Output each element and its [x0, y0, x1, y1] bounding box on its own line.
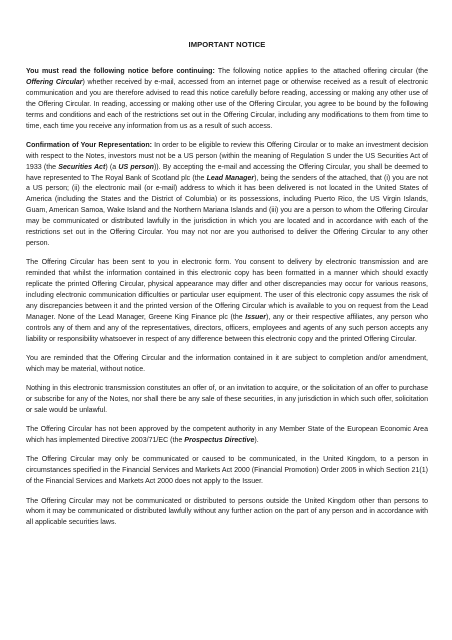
- document-page: [26, 40, 428, 538]
- document-body: [26, 67, 428, 529]
- paragraph-text: ), being the senders of the attached, that (i) you are not a US person; (ii) the electronic mail (or e-mail) address to which it has been delivered is not located in the United States of America (including the States and the District of Columbia) or its possessions, including Puerto Rico, the US Virgin Islands, Guam, American Samoa, Wake Island and the Northern Mariana Islands and (iii) you are a person to whom the Offering Circular may be communicated or distributed lawfully in the jurisdiction in which you are located and in accordance with each of the restrictions set out in the Offering Circular. You may not nor are you authorised to deliver the Offering Circular to any other person.: [26, 174, 428, 247]
- paragraph-text: You are reminded that the Offering Circular and the information contained in it are subject to completion and/or amendment, which may be material, without notice.: [26, 354, 428, 373]
- notice-paragraph: [26, 425, 428, 447]
- paragraph-text: ).: [254, 437, 259, 445]
- paragraph-text: The Offering Circular has been sent to you in electronic form. You consent to delivery by electronic transmission and are reminded that whilst the information contained in this electronic copy has been formatted in a manner which should exactly replicate the printed Offering Circular, physical appearance may differ and other discrepancies may occur for various reasons, including electronic communication difficulties or particular user equipment. The user of this electronic copy assumes the risk of any discrepancies between it and the printed version of the Offering Circular which is available to you on request from the Lead Manager. None of the Lead Manager, Greene King Finance plc (the: [26, 259, 428, 321]
- notice-paragraph: [26, 258, 428, 345]
- paragraph-text: In order to be eligible to review this Offering Circular or to make an investment decision with respect to the Notes, investors must not be a US person (within the meaning of Regulation S under the US Securities Act of 1933 (the: [26, 141, 428, 171]
- paragraph-text: ), any or their respective affiliates, any person who controls any of them and any of the representatives, directors, officers, employees and agents of any such person accepts any liability or responsibility whatsoever in respect of any difference between this electronic copy and the printed Offering Circular.: [26, 313, 428, 343]
- defined-term: Issuer: [245, 313, 267, 321]
- paragraph-lead-heading: You must read the following notice before continuing:: [26, 68, 215, 75]
- paragraph-text: The following notice applies to the attached offering circular (the: [214, 68, 428, 75]
- defined-term: Offering Circular: [26, 78, 83, 86]
- notice-paragraph: [26, 455, 428, 488]
- paragraph-text: ) whether received by e-mail, accessed from an internet page or otherwise received as a result of electronic communication and you are therefore advised to read this notice carefully before reading, accessing or making any other use of the Offering Circular. In reading, accessing or making other use of the Offering Circular, you agree to be bound by the following terms and conditions and each of the restrictions set out in the Offering Circular, including any modifications to them from time to time, each time you receive any information from us as a result of such access.: [26, 78, 428, 130]
- defined-term: US person: [118, 163, 154, 171]
- paragraph-text: )). By accepting the e-mail and accessing the Offering Circular, you shall be deemed to have represented to The Royal Bank of Scotland plc (the: [26, 163, 428, 182]
- notice-paragraph: [26, 354, 428, 376]
- defined-term: Securities Act: [58, 163, 106, 171]
- notice-paragraph: [26, 141, 428, 250]
- notice-paragraph: [26, 67, 428, 132]
- document-title: IMPORTANT NOTICE: [188, 40, 266, 49]
- paragraph-text: The Offering Circular may not be communicated or distributed to persons outside the United Kingdom other than persons to whom it may be communicated or distributed lawfully without any further action on the part of any person and in accordance with all applicable securities laws.: [26, 497, 428, 527]
- paragraph-text: The Offering Circular has not been approved by the competent authority in any Member State of the European Economic Area which has implemented Directive 2003/71/EC (the: [26, 426, 428, 445]
- defined-term: Lead Manager: [206, 174, 255, 182]
- notice-paragraph: [26, 497, 428, 530]
- defined-term: Prospectus Directive: [184, 437, 255, 445]
- notice-paragraph: [26, 384, 428, 417]
- paragraph-text: Nothing in this electronic transmission constitutes an offer of, or an invitation to acquire, or the solicitation of an offer to purchase or subscribe for any of the Notes, nor shall there be any sale of these securities, in any jurisdiction in which such offer, solicitation or sale would be unlawful.: [26, 385, 428, 414]
- paragraph-lead-heading: Confirmation of Your Representation:: [26, 141, 152, 149]
- paragraph-text: The Offering Circular may only be communicated or caused to be communicated, in the United Kingdom, to a person in circumstances specified in the Financial Services and Markets Act 2000 (Financial Promotion) Order 2005 in which Section 21(1) of the Financial Services and Markets Act 2000 does not apply to the Issuer.: [26, 456, 428, 486]
- paragraph-text: ) (a: [105, 163, 119, 171]
